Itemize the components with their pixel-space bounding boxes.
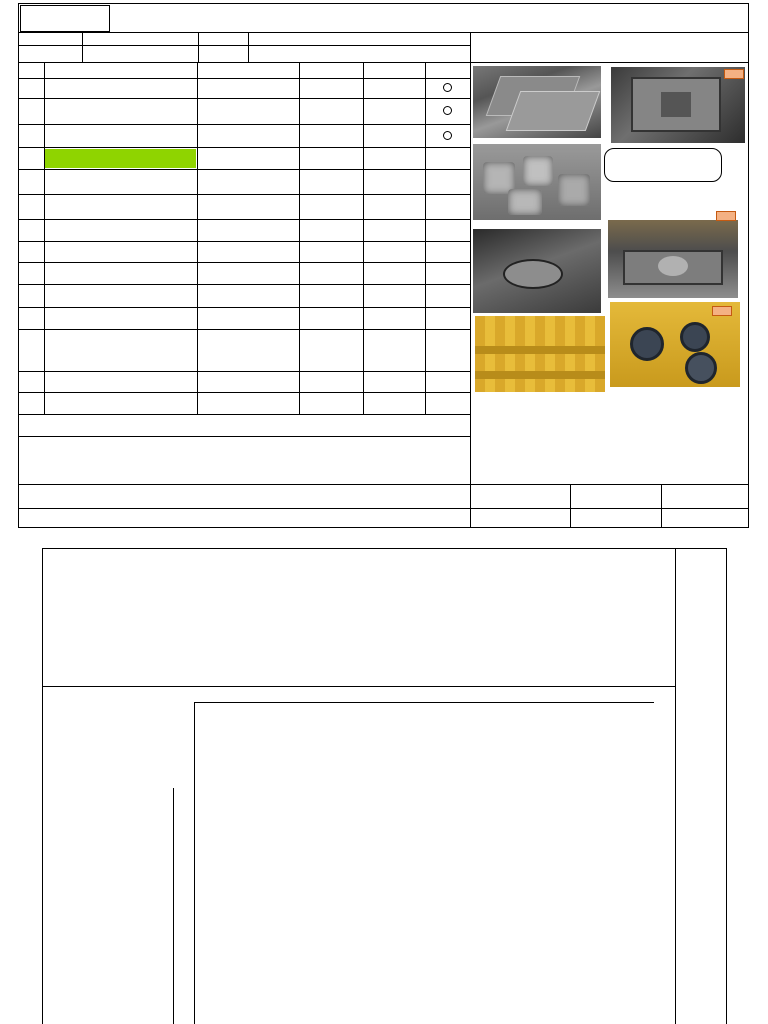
operation-text xyxy=(45,149,196,168)
pic3-tag xyxy=(712,306,732,316)
pic2-tag xyxy=(716,211,736,221)
photo-stamped-parts xyxy=(473,144,601,220)
pic1-tag xyxy=(724,69,744,79)
bubble-callout xyxy=(604,148,722,182)
photo-die-pic2 xyxy=(608,220,738,298)
checking-method-icon xyxy=(443,83,452,92)
checking-method-icon xyxy=(443,131,452,140)
pin-layout xyxy=(194,702,654,1024)
checking-method-icon xyxy=(443,106,452,115)
photo-blank-sheets xyxy=(473,66,601,138)
photo-container xyxy=(475,316,605,392)
photo-press-die xyxy=(473,229,601,313)
author-box xyxy=(20,5,110,32)
